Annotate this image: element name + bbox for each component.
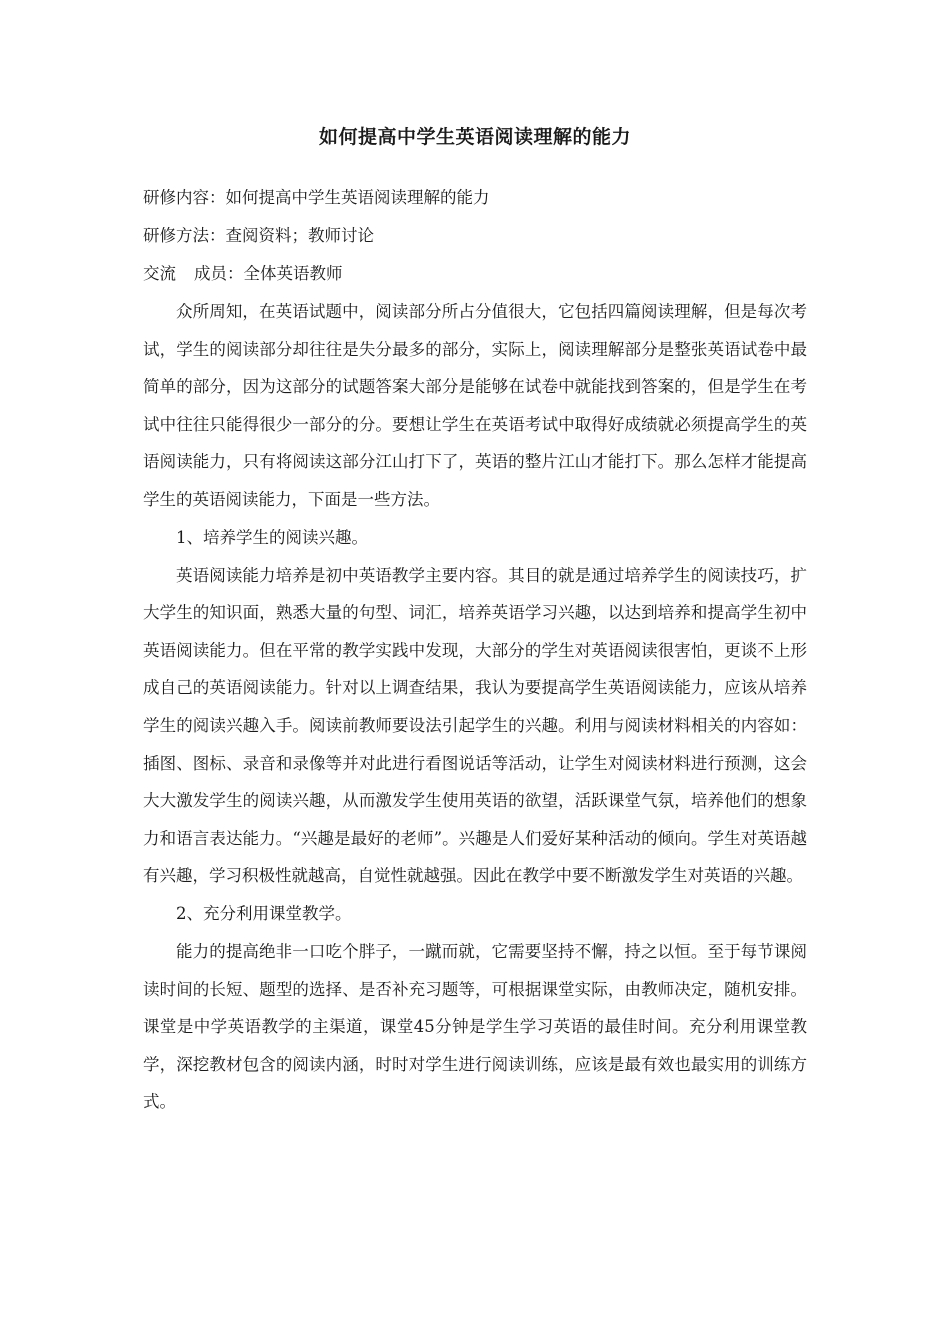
meta-members <box>143 255 807 293</box>
meta-content-label: 研修内容： <box>143 188 226 207</box>
document-title: 如何提高中学生英语阅读理解的能力 <box>318 126 631 148</box>
section-2-paragraph: 能力的提高绝非一口吃个胖子，一蹴而就，它需要坚持不懈，持之以恒。至于每节课阅读时间的长短、题型的选择、是否补充习题等，可根据课堂实际，由教师决定，随机安排。课堂是中学英语教学的主渠道，课堂45分钟是学生学习英语的最佳时间。充分利用课堂教学，深挖教材包含的阅读内涵，时时对学生进行阅读训练，应该是最有效也最实用的训练方式。 <box>143 941 807 1112</box>
section-2-heading: 2、充分利用课堂教学。 <box>176 903 352 923</box>
meta-members-value: 全体英语教师 <box>243 264 343 283</box>
section-1-heading: 1、培养学生的阅读兴趣。 <box>176 527 368 547</box>
section-1-paragraph: 英语阅读能力培养是初中英语教学主要内容。其目的就是通过培养学生的阅读技巧，扩大学生的知识面，熟悉大量的句型、词汇，培养英语学习兴趣，以达到培养和提高学生初中英语阅读能力。但在平常的教学实践中发现，大部分的学生对英语阅读很害怕，更谈不上形成自己的英语阅读能力。针对以上调查结果，我认为要提高学生英语阅读能力，应该从培养学生的阅读兴趣入手。阅读前教师要设法引起学生的兴趣。利用与阅读材料相关的内容如：插图、图标、录音和录像等并对此进行看图说话等活动，让学生对阅读材料进行预测，这会大大激发学生的阅读兴趣，从而激发学生使用英语的欲望，活跃课堂气氛，培养他们的想象力和语言表达能力。“兴趣是最好的老师”。兴趣是人们爱好某种活动的倾向。学生对英语越有兴趣，学习积极性就越高，自觉性就越强。因此在教学中要不断激发学生对英语的兴趣。 <box>143 565 807 886</box>
document-page <box>143 120 807 1121</box>
meta-members-label-2: 成员： <box>194 264 244 283</box>
meta-method-label: 研修方法： <box>143 226 226 245</box>
meta-research-method <box>143 217 807 255</box>
intro-paragraph: 众所周知，在英语试题中，阅读部分所占分值很大，它包括四篇阅读理解，但是每次考试，学生的阅读部分却往往是失分最多的部分，实际上，阅读理解部分是整张英语试卷中最简单的部分，因为这部分的试题答案大部分是能够在试卷中就能找到答案的，但是学生在考试中往往只能得很少一部分的分。要想让学生在英语考试中取得好成绩就必须提高学生的英语阅读能力，只有将阅读这部分江山打下了，英语的整片江山才能打下。那么怎样才能提高学生的英语阅读能力，下面是一些方法。 <box>143 302 807 509</box>
meta-research-content <box>143 179 807 217</box>
meta-method-value: 查阅资料；教师讨论 <box>225 226 374 245</box>
meta-content-value: 如何提高中学生英语阅读理解的能力 <box>225 188 490 207</box>
meta-members-label-1: 交流 <box>143 264 176 283</box>
